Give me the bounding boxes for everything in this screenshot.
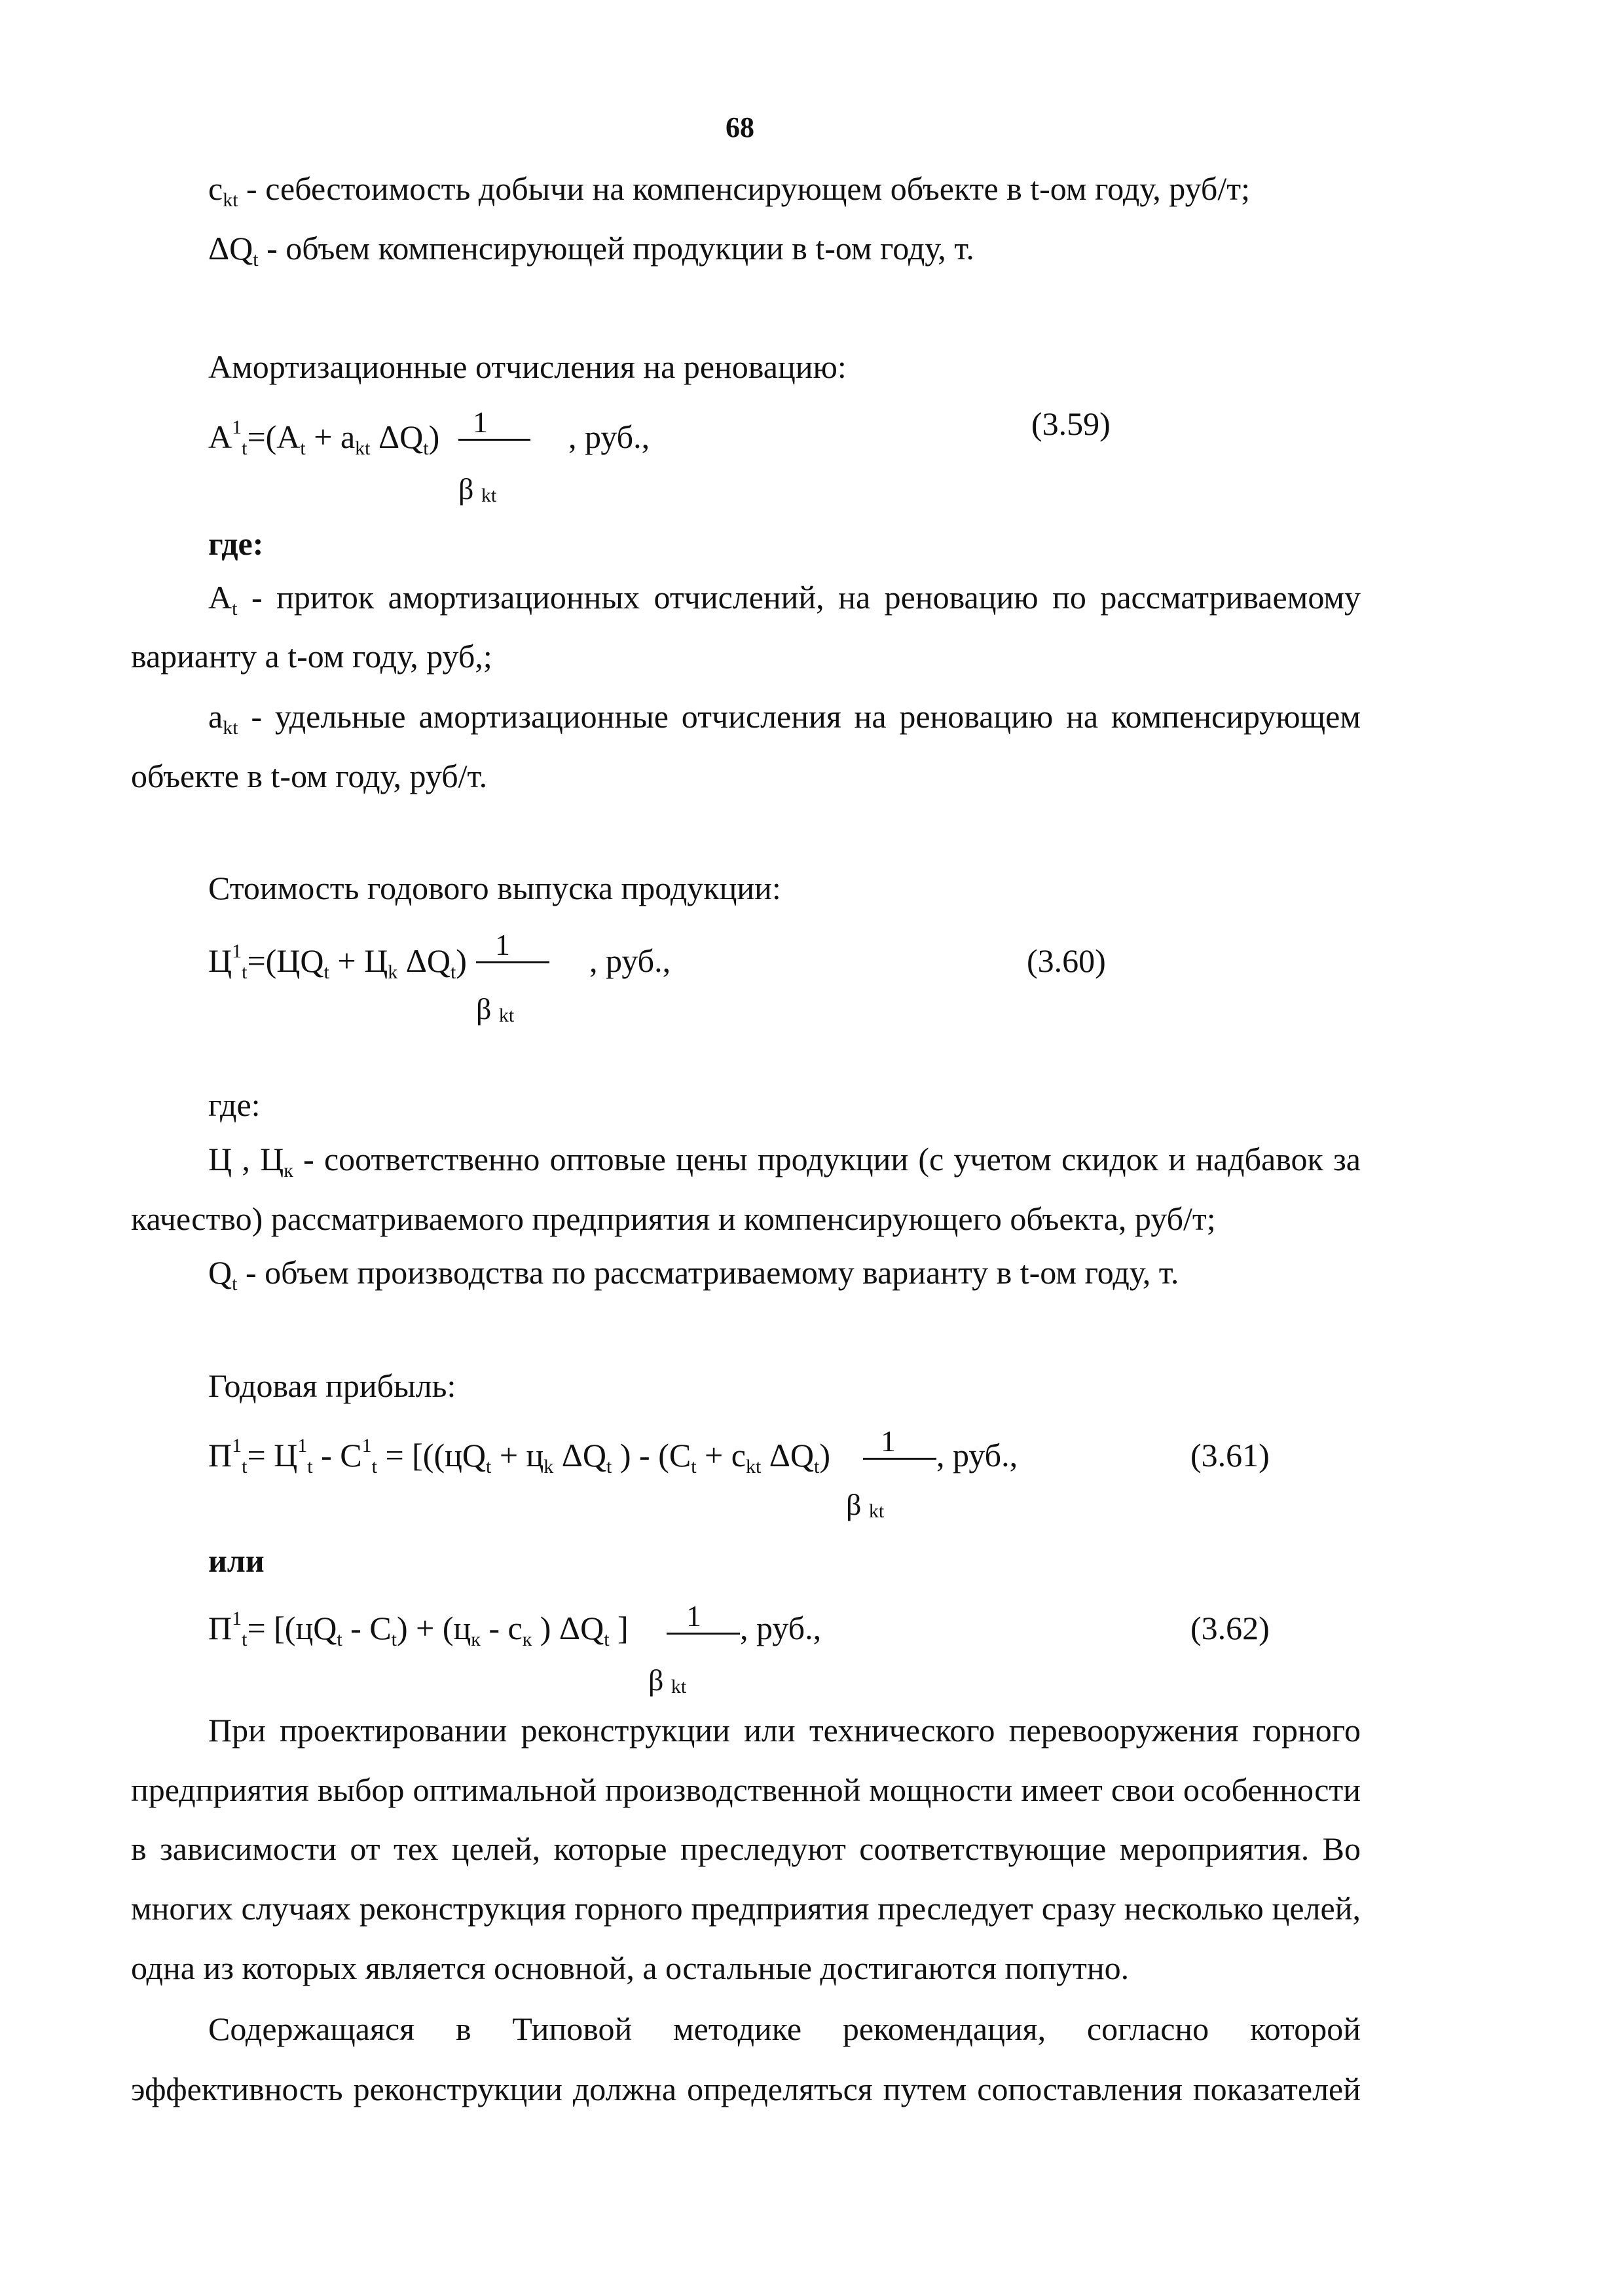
- definition-ckt: $с_{kt}$ - себестоимость добычи на компенсирующем объекте в t-ом году, руб/т;: [208, 170, 1251, 211]
- formula-unit: , руб.,: [589, 942, 671, 979]
- paragraph-line: Содержащаяся в Типовой методике рекомендация, согласно которой: [208, 2010, 1361, 2047]
- fraction-numerator: 1: [473, 405, 488, 439]
- definition-akt-cont: объекте в t-ом году, руб/т.: [131, 758, 488, 794]
- formula-3-62: $П^1_t= [(цQ_t - C_t) + (ц_к - с_к$ ) $\Delta Q_t$ ]: [208, 1608, 629, 1650]
- definition-akt: $a_{kt}$ - удельные амортизационные отчисления на реновацию на компенсирующем: [208, 698, 1361, 739]
- formula-unit: , руб.,: [568, 418, 650, 455]
- equation-number: (3.61): [1190, 1437, 1270, 1473]
- fraction-denominator: β $_{kt}$: [648, 1663, 687, 1697]
- or-label: или: [208, 1542, 265, 1579]
- formula-unit: , руб.,: [740, 1610, 822, 1646]
- formula-unit: , руб.,: [936, 1437, 1018, 1473]
- paragraph-line: эффективность реконструкции должна определяться путем сопоставления показателей: [131, 2071, 1361, 2107]
- page-number: 68: [726, 111, 754, 143]
- fraction-numerator: 1: [881, 1424, 896, 1458]
- paragraph-line: При проектировании реконструкции или технического перевооружения горного: [208, 1712, 1361, 1749]
- where-label: где:: [208, 525, 264, 562]
- section-heading-profit: Годовая прибыль:: [208, 1367, 456, 1404]
- fraction-denominator: β $_{kt}$: [458, 472, 497, 506]
- fraction-numerator: 1: [686, 1599, 701, 1633]
- where-label: где:: [208, 1086, 261, 1123]
- formula-3-61: $П^1_t= Ц^1_t - С^1_t = [((цQ_t + ц_k$ $\Delta Q_t$ ) - ($C_t + c_{kt}$ $\Delta Q_t$): [208, 1435, 831, 1477]
- section-heading-cost: Стоимость годового выпуска продукции:: [208, 870, 781, 906]
- paragraph-line: в зависимости от тех целей, которые преследуют соответствующие мероприятия. Во: [131, 1830, 1361, 1867]
- definition-at-cont: варианту а t-ом году, руб,;: [131, 638, 492, 675]
- equation-number: (3.59): [1031, 405, 1111, 442]
- definition-prices-cont: качество) рассматриваемого предприятия и компенсирующего объекта, руб/т;: [131, 1200, 1216, 1237]
- fraction-denominator: β $_{kt}$: [846, 1488, 885, 1522]
- definition-qt: $Q_t$ - объем производства по рассматриваемому варианту в t-ом году, т.: [208, 1254, 1179, 1295]
- formula-3-60: $Ц^1_t=(ЦQ_t + Ц_k$ $\Delta Q_t$): [208, 940, 467, 983]
- fraction-bar: [458, 439, 530, 441]
- fraction-bar: [863, 1458, 936, 1460]
- equation-number: (3.60): [1027, 942, 1106, 979]
- equation-number: (3.62): [1190, 1610, 1270, 1646]
- paragraph-line: одна из которых является основной, а остальные достигаются попутно.: [131, 1950, 1130, 1986]
- definition-dqt: $\Delta Q_t$ - объем компенсирующей продукции в t-ом году, т.: [208, 230, 974, 270]
- formula-3-59: $A^1_t=(A_t + a_{kt}$ $\Delta Q_t$): [208, 417, 440, 459]
- fraction-denominator: β $_{kt}$: [476, 992, 515, 1026]
- definition-prices: Ц , $Ц_к$ - соответственно оптовые цены продукции (с учетом скидок и надбавок за: [208, 1141, 1361, 1181]
- paragraph-line: предприятия выбор оптимальной производственной мощности имеет свои особенности: [131, 1771, 1361, 1808]
- fraction-numerator: 1: [495, 928, 510, 961]
- paragraph-line: многих случаях реконструкция горного предприятия преследует сразу несколько целей,: [131, 1890, 1361, 1927]
- fraction-bar: [667, 1633, 740, 1635]
- section-heading-amortization: Амортизационные отчисления на реновацию:: [208, 348, 847, 385]
- fraction-bar: [476, 961, 549, 963]
- definition-at: $A_t$ - приток амортизационных отчислений, на реновацию по рассматриваемому: [208, 579, 1361, 620]
